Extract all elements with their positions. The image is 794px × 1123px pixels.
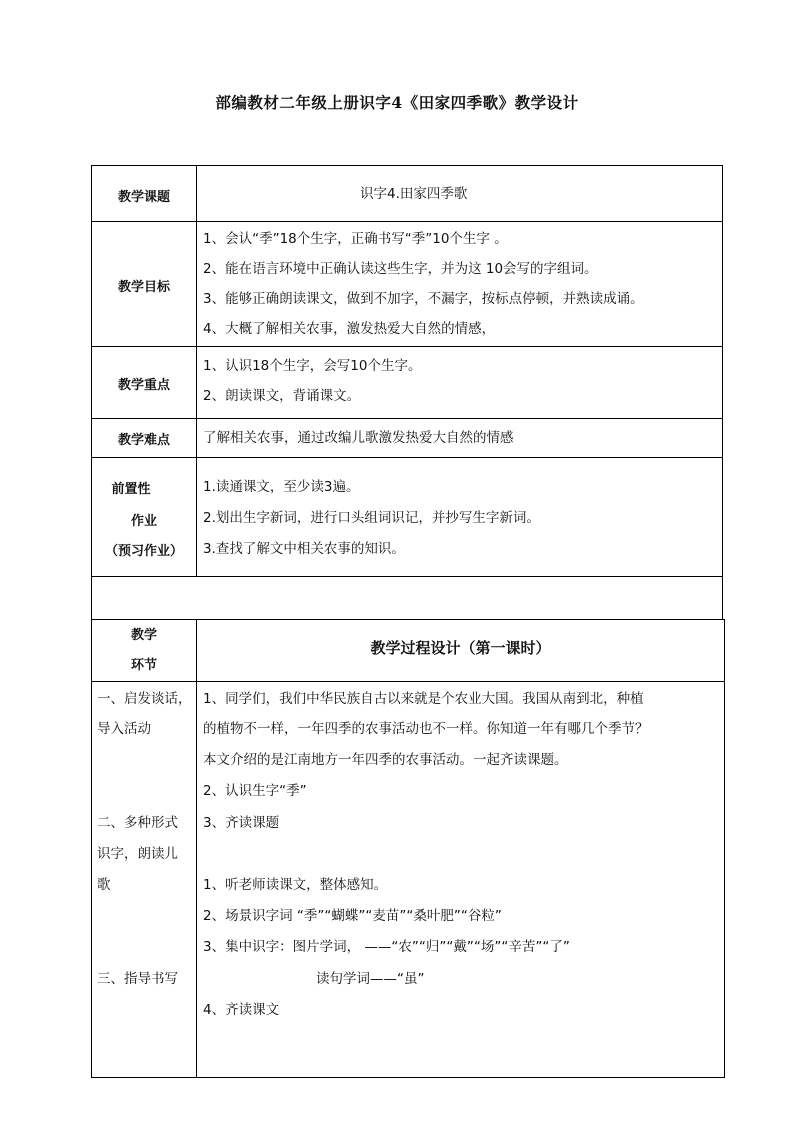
process-line: 2、场景识字词 “季”“蝴蝶”“麦苗”“桑叶肥”“谷粒”	[203, 908, 502, 924]
row-label-pre-assignment-1: 前置性	[111, 482, 151, 497]
row-label-objectives: 教学目标	[117, 280, 170, 295]
section-label: 一、启发谈话，	[97, 691, 192, 707]
process-line: 读句学词——“虽”	[316, 971, 425, 987]
table-border-bottom	[91, 1077, 725, 1078]
table-row-divider	[91, 221, 723, 222]
process-header-title: 教学过程设计（第一课时）	[370, 639, 551, 657]
table-header-divider	[91, 681, 725, 682]
header-label-1: 教学	[130, 628, 157, 643]
key-point-line: 2、朗读课文，背诵课文。	[203, 388, 361, 404]
process-line: 1、同学们，我们中华民族自古以来就是个农业大国。我国从南到北，种植	[203, 691, 644, 707]
table-border-left	[91, 619, 92, 1078]
process-line: 的植物不一样，一年四季的农事活动也不一样。你知道一年有哪几个季节？	[203, 721, 649, 737]
table-row-divider	[91, 418, 723, 419]
process-line: 2、认识生字“季”	[203, 783, 307, 799]
table-column-divider	[196, 619, 197, 1078]
objective-line: 2、能在语言环境中正确认读这些生字，并为这 10会写的字组词。	[203, 261, 598, 277]
row-label-topic: 教学课题	[117, 190, 170, 205]
row-label-pre-assignment-3: （预习作业）	[104, 544, 183, 559]
objective-line: 4、大概了解相关农事，激发热爱大自然的情感，	[203, 321, 496, 337]
section-label: 三、指导书写	[97, 971, 178, 987]
row-label-pre-assignment-2: 作业	[130, 514, 157, 529]
table-row-divider	[91, 576, 723, 577]
table-row-divider	[91, 457, 723, 458]
table-border-top	[91, 165, 723, 166]
section-label: 导入活动	[97, 721, 151, 737]
table-border-right	[722, 165, 723, 620]
table-column-divider	[196, 165, 197, 576]
objective-line: 3、能够正确朗读课文，做到不加字，不漏字，按标点停顿，并熟读成诵。	[203, 291, 644, 307]
process-line: 1、听老师读课文，整体感知。	[203, 877, 388, 893]
process-line: 本文介绍的是江南地方一年四季的农事活动。一起齐读课题。	[203, 752, 568, 768]
assignment-line: 3.查找了解文中相关农事的知识。	[203, 541, 405, 557]
assignment-line: 2.划出生字新词，进行口头组词识记，并抄写生字新词。	[203, 510, 540, 526]
process-line: 3、齐读课题	[203, 815, 280, 831]
difficulty-value: 了解相关农事，通过改编儿歌激发热爱大自然的情感	[203, 430, 514, 446]
table-border-top	[91, 619, 725, 620]
row-label-key-points: 教学重点	[117, 378, 170, 393]
table-row-divider	[91, 346, 723, 347]
objective-line: 1、会认“季”18个生字，正确书写“季”10个生字 。	[203, 231, 508, 247]
topic-value: 识字4.田家四季歌	[360, 186, 468, 202]
page-title: 部编教材二年级上册识字4《田家四季歌》教学设计	[215, 93, 579, 112]
section-label: 歌	[97, 877, 111, 893]
process-line: 4、齐读课文	[203, 1002, 280, 1018]
section-label: 二、多种形式	[97, 815, 178, 831]
row-label-difficulties: 教学难点	[117, 433, 170, 448]
header-label-2: 环节	[130, 658, 157, 673]
key-point-line: 1、认识18个生字，会写10个生字。	[203, 358, 422, 374]
section-label: 识字，朗读儿	[97, 846, 178, 862]
process-line: 3、集中识字：图片学词， ——“农”“归”“戴”“场”“辛苦”“了”	[203, 939, 570, 955]
table-border-right	[724, 619, 725, 1078]
assignment-line: 1.读通课文，至少读3遍。	[203, 479, 360, 495]
